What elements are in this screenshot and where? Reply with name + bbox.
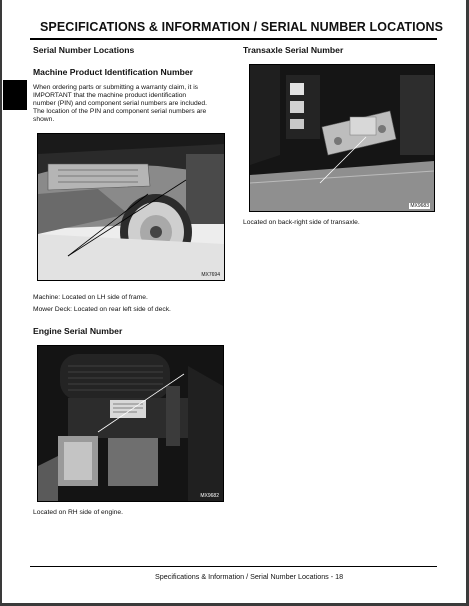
section-heading-serial-number-locations: Serial Number Locations bbox=[33, 45, 135, 55]
figure-label-engine: MX9682 bbox=[200, 493, 219, 499]
deck-location-text: Mower Deck: Located on rear left side of deck. bbox=[33, 306, 171, 313]
intro-line: When ordering parts or submitting a warranty claim, it is bbox=[33, 84, 199, 91]
machine-pin-photo bbox=[37, 133, 225, 281]
intro-paragraph bbox=[33, 84, 233, 124]
figure-label-machine: MX7694 bbox=[201, 272, 220, 278]
title-rule bbox=[30, 38, 437, 40]
intro-line: IMPORTANT that the machine product identification bbox=[33, 92, 187, 100]
page-title: SPECIFICATIONS & INFORMATION / SERIAL NUMBER LOCATIONS bbox=[40, 20, 444, 34]
figure-label-transaxle: MX9683 bbox=[410, 203, 429, 209]
machine-pin-illustration bbox=[38, 134, 224, 280]
intro-line: shown. bbox=[33, 116, 55, 124]
page-frame-left bbox=[0, 0, 2, 606]
intro-line: The location of the PIN and component serial numbers are bbox=[33, 108, 207, 116]
transaxle-serial-photo bbox=[249, 64, 435, 212]
section-heading-transaxle-serial: Transaxle Serial Number bbox=[243, 45, 344, 55]
engine-serial-photo bbox=[37, 345, 224, 502]
transaxle-serial-illustration bbox=[250, 65, 434, 211]
subsection-heading-machine-pin: Machine Product Identification Number bbox=[33, 67, 193, 77]
engine-serial-illustration bbox=[38, 346, 223, 501]
machine-location-text: Machine: Located on LH side of frame. bbox=[33, 294, 148, 301]
intro-line: number (PIN) and component serial numbers are included. bbox=[33, 100, 207, 108]
section-heading-engine-serial: Engine Serial Number bbox=[33, 326, 123, 336]
footer-rule bbox=[30, 566, 437, 567]
transaxle-location-text: Located on back-right side of transaxle. bbox=[243, 219, 360, 226]
section-tab-marker bbox=[3, 80, 27, 110]
engine-location-text: Located on RH side of engine. bbox=[33, 509, 123, 516]
page-footer: Specifications & Information / Serial Number Locations - 18 bbox=[155, 572, 344, 581]
